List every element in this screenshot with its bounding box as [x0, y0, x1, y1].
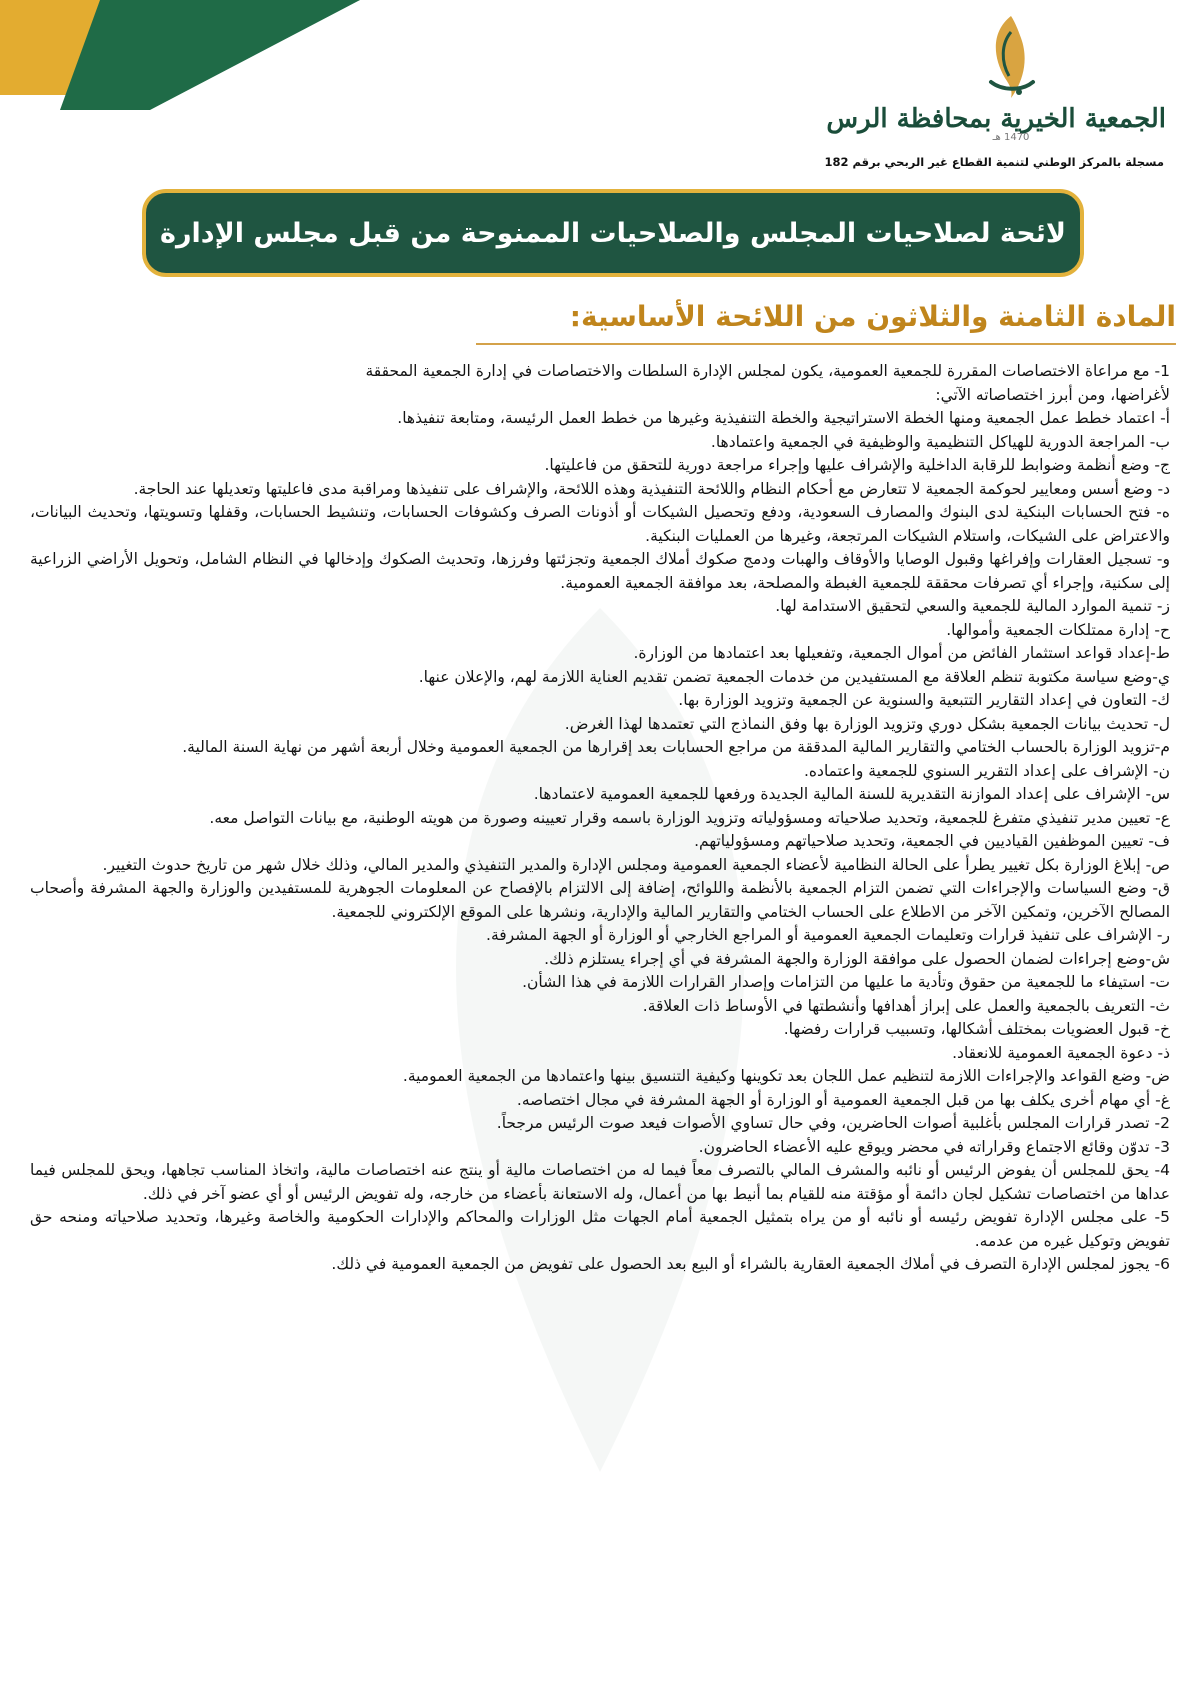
paragraph: ف- تعيين الموظفين القياديين في الجمعية، وتحديد صلاحياتهم ومسؤولياتهم.: [694, 832, 1170, 850]
organization-year: 1470 هـ: [992, 132, 1030, 143]
paragraph: ز- تنمية الموارد المالية للجمعية والسعي لتحقيق الاستدامة لها.: [775, 597, 1170, 615]
paragraph: ص- إبلاغ الوزارة بكل تغيير يطرأ على الحالة النظامية لأعضاء الجمعية العمومية ومجلس الإدارة والمدير التنفيذي والمدير المالي، وذلك خلال شهر من تاريخ حدوث التغيير.: [102, 855, 1170, 874]
paragraph: ق- وضع السياسات والإجراءات التي تضمن التزام الجمعية بالأنظمة واللوائح، إضافة إلى الالتزام بالإفصاح عن المعلومات الجوهرية للمستفيدين والوزارة والجهة المشرفة وأصحاب المصالح الآخرين، وتمكين الآخر من الاطلاع على الحساب الختامي والتقارير المالية والإدارية، ونشرها على الموقع الإلكتروني للجمعية.: [30, 879, 1170, 921]
paragraph: 2- تصدر قرارات المجلس بأغلبية أصوات الحاضرين، وفي حال تساوي الأصوات فيعد صوت الرئيس مرجحاً.: [496, 1114, 1170, 1132]
paragraph: ك- التعاون في إعداد التقارير التتبعية والسنوية عن الجمعية وتزويد الوزارة بها.: [678, 691, 1170, 709]
paragraph: و- تسجيل العقارات وإفراغها وقبول الوصايا والأوقاف والهبات ودمج صكوك أملاك الجمعية وتجزئتها وفرزها، وتحديث الصكوك وإدخالها في النظام الشامل، وتحويل الأراضي الزراعية إلى سكنية، وإجراء أي تصرفات محققة للجمعية الغبطة والمصلحة، بعد موافقة الجمعية العمومية.: [30, 550, 1170, 592]
paragraph: س- الإشراف على إعداد الموازنة التقديرية للسنة المالية الجديدة ورفعها للجمعية العمومية لاعتمادها.: [533, 785, 1170, 803]
organization-name: الجمعية الخيرية بمحافظة الرس: [826, 104, 1166, 134]
paragraph: 6- يجوز لمجلس الإدارة التصرف في أملاك الجمعية العقارية بالشراء أو البيع بعد الحصول على تفويض من الجمعية العمومية في ذلك.: [331, 1255, 1170, 1273]
paragraph: ذ- دعوة الجمعية العمومية للانعقاد.: [952, 1043, 1170, 1062]
document-body: [30, 360, 1170, 1690]
article-heading: المادة الثامنة والثلاثون من اللائحة الأساسية:: [569, 300, 1176, 333]
paragraph: ن- الإشراف على إعداد التقرير السنوي للجمعية واعتماده.: [804, 761, 1170, 780]
paragraph: د- وضع أسس ومعايير لحوكمة الجمعية لا تتعارض مع أحكام النظام واللائحة التنفيذية وهذه اللائحة، والإشراف على تنفيذها ومراقبة مدى فاعليتها وتعديلها عند الحاجة.: [133, 479, 1170, 498]
paragraph: 5- على مجلس الإدارة تفويض رئيسه أو نائبه أو من يراه بتمثيل الجمعية أمام الجهات مثل الوزارات والمحاكم والإدارات الحكومية والخاصة وغيرها، وتحديد صلاحياته ومنحه حق تفويض وتوكيل غيره من عدمه.: [30, 1208, 1170, 1250]
paragraph: لأغراضها، ومن أبرز اختصاصاته الآتي:: [935, 385, 1170, 404]
paragraph: ر- الإشراف على تنفيذ قرارات وتعليمات الجمعية العمومية أو المراجع الخارجي أو الوزارة أو الجهة المشرفة.: [486, 926, 1170, 944]
paragraph: ل- تحديث بيانات الجمعية بشكل دوري وتزويد الوزارة بها وفق النماذج التي تعتمدها لهذا الغرض.: [564, 714, 1170, 733]
paragraph: ث- التعريف بالجمعية والعمل على إبراز أهدافها وأنشطتها في الأوساط ذات العلاقة.: [642, 996, 1170, 1015]
paragraph: ع- تعيين مدير تنفيذي متفرغ للجمعية، وتحديد صلاحياته ومسؤولياته وتزويد الوزارة باسمه وقرار تعيينه وصورة من هويته الوطنية، مع بيانات التواصل معه.: [209, 808, 1170, 827]
paragraph: ط-إعداد قواعد استثمار الفائض من أموال الجمعية، وتفعيلها بعد اعتمادها من الوزارة.: [633, 644, 1170, 662]
paragraph: م-تزويد الوزارة بالحساب الختامي والتقارير المالية المدققة من مراجع الحسابات بعد إقرارها من الجمعية العمومية وخلال أربعة أشهر من نهاية السنة المالية.: [182, 738, 1170, 756]
logo-emblem-icon: [971, 12, 1051, 102]
paragraph: 4- يحق للمجلس أن يفوض الرئيس أو نائبه والمشرف المالي بالتصرف معاً فيما له من اختصاصات مالية أو ينتج عنه اختصاصات مالية، واتخاذ المناسب تجاهها، ويحق للمجلس فيما عداها من اختصاصات تشكيل لجان دائمة أو مؤقتة منه للقيام بما أنيط بها من أعمال، وله الاستعانة بأعضاء من خارجه، وله تفويض الرئيس أو أي عضو آخر في ذلك.: [30, 1161, 1170, 1203]
document-title-banner: [142, 189, 1084, 277]
registration-note: مسجلة بالمركز الوطني لتنمية القطاع غير الربحي برقم 182: [824, 155, 1164, 169]
paragraph: ح- إدارة ممتلكات الجمعية وأموالها.: [946, 620, 1170, 639]
corner-decoration: [0, 0, 360, 130]
document-title: لائحة لصلاحيات المجلس والصلاحيات الممنوحة من قبل مجلس الإدارة: [160, 217, 1066, 249]
paragraph: 1- مع مراعاة الاختصاصات المقررة للجمعية العمومية، يكون لمجلس الإدارة السلطات والاختصاصات في إدارة الجمعية المحققة: [365, 362, 1170, 380]
paragraph: ي-وضع سياسة مكتوبة تنظم العلاقة مع المستفيدين من خدمات الجمعية تضمن تقديم العناية اللازمة لهم، والإعلان عنها.: [418, 667, 1170, 686]
paragraph: 3- تدوّن وقائع الاجتماع وقراراته في محضر ويوقع عليه الأعضاء الحاضرون.: [698, 1137, 1170, 1156]
paragraph: ت- استيفاء ما للجمعية من حقوق وتأدية ما عليها من التزامات وإصدار القرارات اللازمة في هذا الشأن.: [522, 973, 1170, 991]
heading-divider: [476, 343, 1176, 345]
paragraph: غ- أي مهام أخرى يكلف بها من قبل الجمعية العمومية أو الوزارة أو الجهة المشرفة في مجال اختصاصه.: [516, 1090, 1170, 1109]
paragraph: خ- قبول العضويات بمختلف أشكالها، وتسبيب قرارات رفضها.: [783, 1020, 1170, 1038]
paragraph: ش-وضع إجراءات لضمان الحصول على موافقة الوزارة والجهة المشرفة في أي إجراء يستلزم ذلك.: [544, 949, 1170, 968]
paragraph: ض- وضع القواعد والإجراءات اللازمة لتنظيم عمل اللجان بعد تكوينها وكيفية التنسيق بينها واعتمادها من الجمعية العمومية.: [402, 1067, 1170, 1085]
paragraph: أ- اعتماد خطط عمل الجمعية ومنها الخطة الاستراتيجية والخطة التنفيذية وغيرها من خطط العمل الرئيسة، ومتابعة تنفيذها.: [397, 409, 1170, 427]
paragraph: ج- وضع أنظمة وضوابط للرقابة الداخلية والإشراف عليها وإجراء مراجعة دورية للتحقق من فاعليتها.: [544, 456, 1170, 474]
organization-logo: [826, 12, 1166, 172]
paragraph: ب- المراجعة الدورية للهياكل التنظيمية والوظيفية في الجمعية واعتمادها.: [710, 432, 1170, 451]
paragraph: ه- فتح الحسابات البنكية لدى البنوك والمصارف السعودية، ودفع وتحصيل الشيكات أو أذونات الصرف وكشوفات الحسابات، وتنشيط الحسابات، وقفلها وتسويتها، وتحديث البيانات، والاعتراض على الشيكات، واستلام الشيكات المرتجعة، وغيرها من العمليات البنكية.: [30, 503, 1170, 545]
